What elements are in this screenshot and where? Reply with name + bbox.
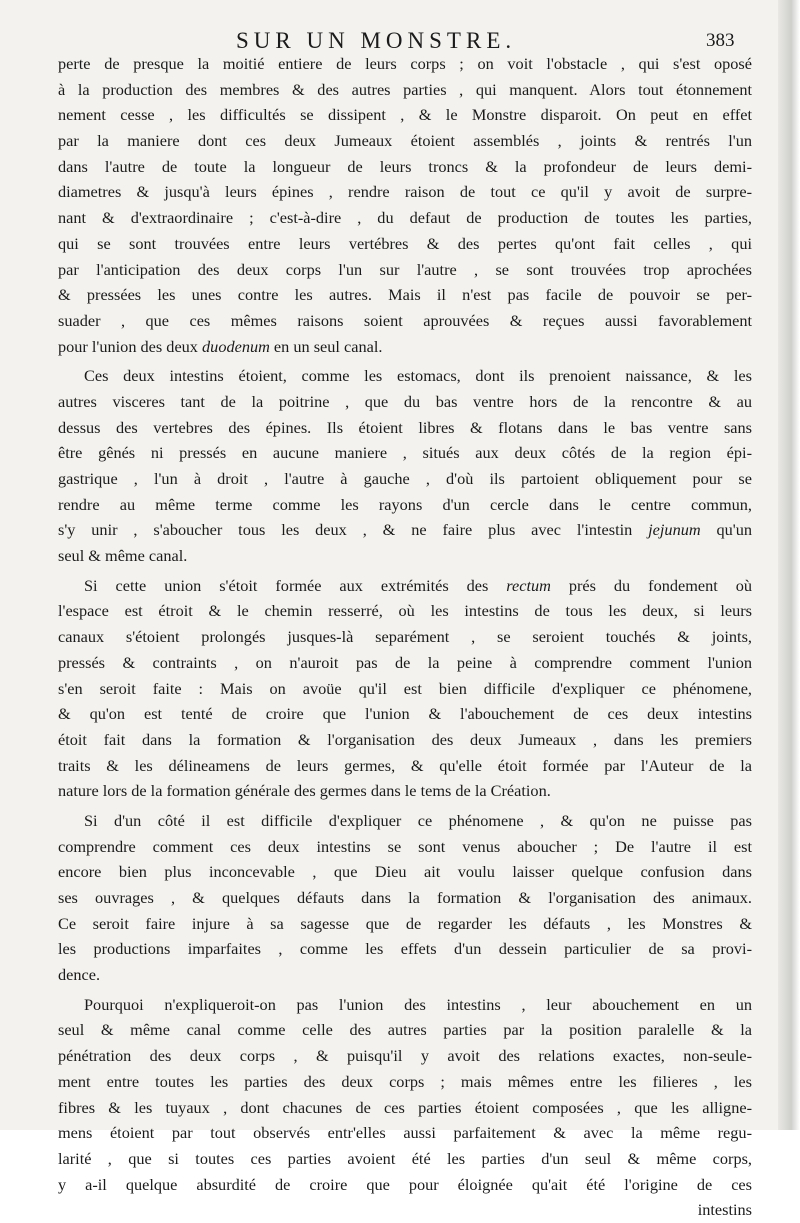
text-line: mens étoient par tout observés entr'elles aussi parfaitement & avec la même regu- [58, 1123, 752, 1143]
text-line-italic: pour l'union des deux duodenum en un seul canal. [58, 336, 383, 356]
text-line: diametres & jusqu'à leurs épines , rendre raison de tout ce qu'il y avoit de surpre- [58, 182, 752, 202]
text-line: fibres & les tuyaux , dont chacunes de ces parties étoient composées , que les alligne- [58, 1097, 752, 1117]
text-line: par la maniere dont ces deux Jumeaux étoient assemblés , joints & rentrés l'un [58, 131, 752, 151]
text-line: être gênés ni pressés en aucune maniere , situés aux deux côtés de la region épi- [58, 443, 752, 463]
paragraph [58, 51, 752, 359]
text-line: rendre au même terme comme les rayons d'un cercle dans le centre commun, [58, 494, 752, 514]
text-line: à la production des membres & des autres parties , qui manquent. Alors tout étonnement [58, 79, 752, 99]
italic-term: jejunum [648, 520, 701, 540]
text-line: canaux s'étoient prolongés jusques-là separément , se seroient touchés & joints, [58, 627, 752, 647]
text-line: s'en seroit faite : Mais on avoüe qu'il est bien difficile d'expliquer ce phénomene, [58, 678, 752, 698]
text-line: Ce seroit faire injure à sa sagesse que de regarder les défauts , les Monstres & [58, 913, 752, 933]
text-line: larité , que si toutes ces parties avoient été les parties d'un seul & même corps, [58, 1148, 752, 1168]
text-line: Si d'un côté il est difficile d'expliquer ce phénomene , & qu'on ne puisse pas [84, 810, 752, 830]
body-text [58, 51, 752, 1223]
text-line: ses ouvrages , & quelques défauts dans la formation & l'organisation des animaux. [58, 888, 752, 907]
text-line: & pressées les unes contre les autres. Mais il n'est pas facile de pouvoir se per- [58, 285, 752, 305]
text-line: autres visceres tant de la poitrine , que du bas ventre hors de la rencontre & au [58, 391, 752, 411]
text-line: & qu'on est tenté de croire que l'union & l'abouchement de ces deux intestins [58, 704, 752, 724]
text-line: étoit fait dans la formation & l'organisation des deux Jumeaux , dans les premiers [58, 729, 752, 749]
text-line: l'espace est étroit & le chemin resserré, où les intestins de tous les deux, si leurs [58, 601, 752, 621]
paragraph [58, 992, 752, 1223]
text-line: Ces deux intestins étoient, comme les estomacs, dont ils prenoient naissance, & les [84, 366, 752, 386]
text-line: dessus des vertebres des épines. Ils étoient libres & flotans dans le bas ventre sans [58, 417, 752, 437]
text-line: encore bien plus inconcevable , que Dieu ait voulu laisser quelque confusion dans [58, 862, 752, 882]
italic-term: rectum [506, 575, 551, 595]
page-edge-shadow [778, 0, 800, 1130]
text-line: traits & les délineamens de leurs germes, & qu'elle étoit formée par l'Auteur de la [58, 755, 752, 775]
text-line: comprendre comment ces deux intestins se sont venus aboucher ; De l'autre il est [58, 836, 752, 856]
italic-term: duodenum [202, 336, 270, 356]
text-line: seul & même canal comme celle des autres parties par la position paralelle & la [58, 1020, 752, 1040]
text-line: dans l'autre de toute la longueur de leurs troncs & la profondeur de leurs demi- [58, 156, 752, 176]
text-line: les productions imparfaites , comme les effets d'un dessein particulier de sa provi- [58, 939, 752, 959]
text-line: suader , que ces mêmes raisons soient aprouvées & reçues aussi favorablement [58, 310, 752, 330]
paragraph [58, 808, 752, 988]
text-line-italic: Si cette union s'étoit formée aux extrémités des rectum prés du fondement où [84, 575, 752, 595]
text-line: dence. [58, 965, 101, 985]
text-line: nature lors de la formation générale des germes dans le tems de la Création. [58, 781, 551, 801]
text-line: Pourquoi n'expliqueroit-on pas l'union des intestins , leur abouchement en un [84, 994, 752, 1014]
text-line: gastrique , l'un à droit , l'autre à gauche , d'où ils partoient obliquement pour se [58, 469, 752, 488]
text-line: par l'anticipation des deux corps l'un sur l'autre , se sont trouvées trop aprochées [58, 259, 752, 279]
text-line: nant & d'extraordinaire ; c'est-à-dire , du defaut de production de toutes les parties, [58, 208, 752, 228]
text-line: y a-il quelque absurdité de croire que pour éloignée qu'ait été l'origine de ces [58, 1174, 752, 1194]
text-line: nement cesse , les difficultés se dissipent , & le Monstre disparoit. On peut en effet [58, 105, 752, 125]
paragraph [58, 573, 752, 804]
text-line-italic: s'y unir , s'aboucher tous les deux , & ne faire plus avec l'intestin jejunum qu'un [58, 520, 752, 540]
text-line: seul & même canal. [58, 546, 188, 566]
page-number: 383 [706, 30, 735, 51]
text-line: qui se sont trouvées entre leurs vertébres & des pertes qu'ont fait celles , qui [58, 233, 752, 253]
text-line: pénétration des deux corps , & puisqu'il y avoit des relations exactes, non-seule- [58, 1046, 752, 1066]
running-title: SUR UN MONSTRE. [236, 28, 517, 53]
paragraph [58, 363, 752, 569]
text-line: ment entre toutes les parties des deux corps ; mais mêmes entre les filieres , les [58, 1071, 752, 1091]
text-line: perte de presque la moitié entiere de leurs corps ; on voit l'obstacle , qui s'est oposé [58, 54, 752, 73]
catchword: intestins [697, 1200, 752, 1220]
text-line: pressés & contraints , on n'auroit pas de la peine à comprendre comment l'union [58, 652, 752, 672]
